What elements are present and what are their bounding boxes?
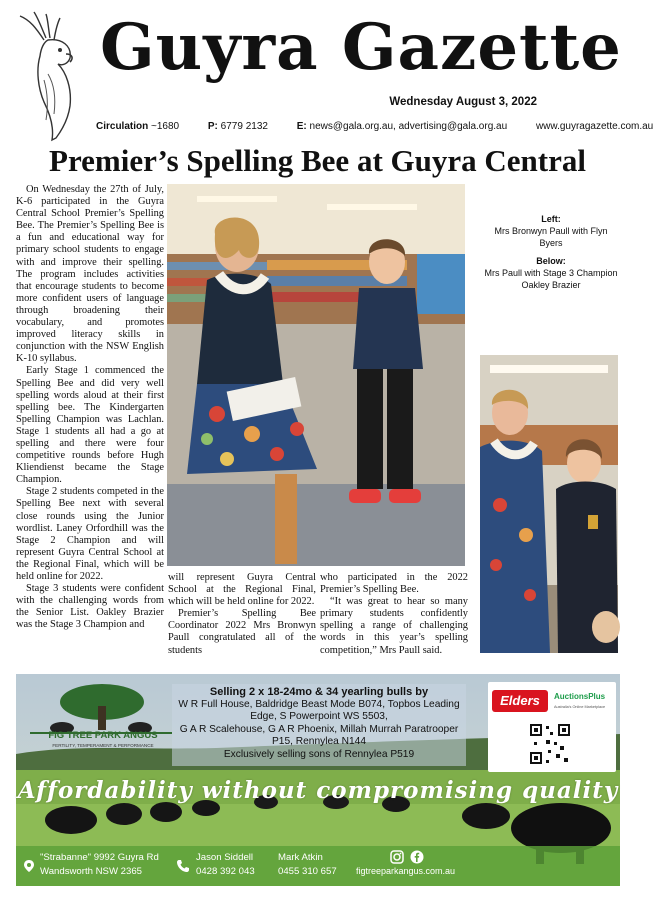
article-paragraph: Premier’s Spelling Bee Coordinator 2022 Mrs Bronwyn Paull congratulated all of the students	[168, 608, 316, 656]
article-paragraph: Early Stage 1 commenced the Spelling Bee and did very well spelling words aloud at their first spelling bee. The Kindergarten Spelling Champion was Lachlan. Stage 1 students all had a go at spelling and there were four competitive rounds before Hugh Kliendienst became the Stage Champion.	[16, 365, 164, 486]
ad-contact-footer	[16, 846, 620, 886]
auctionsplus-tagline: Australia's Online Marketplace	[554, 705, 606, 709]
article-paragraph: who participated in the 2022 Premier’s Spelling Bee.	[320, 572, 468, 596]
article-column-3	[320, 572, 468, 657]
ad-address-line2: Wandsworth NSW 2365	[40, 866, 143, 877]
caption-left-heading: Left:	[541, 214, 561, 224]
ad-website-link[interactable]: figtreeparkangus.com.au	[356, 866, 456, 876]
masthead	[0, 0, 653, 140]
article-paragraph: Stage 3 students were confident with the challenging words from the Senior List. Oakley Brazier was the Stage 3 Champion and	[16, 583, 164, 631]
ad-address	[40, 851, 159, 879]
ad-offer-line: Exclusively selling sons of Rennylea P519	[223, 748, 415, 760]
phone-icon	[176, 859, 190, 873]
ad-offer-line: G A R Scalehouse, G A R Phoenix, Millah Murrah Paratrooper	[179, 723, 459, 735]
circulation-value: ~1680	[151, 121, 180, 132]
issue-date: Wednesday August 3, 2022	[389, 96, 537, 108]
circulation-label: Circulation	[96, 121, 149, 132]
article-paragraph: will represent Guyra Central School at the Regional Final, which will be held online for 2022.	[168, 572, 316, 608]
email-value[interactable]: news@gala.org.au, advertising@gala.org.au	[309, 121, 508, 132]
facebook-icon[interactable]	[410, 850, 424, 864]
article-headline: Premier’s Spelling Bee at Guyra Central	[49, 143, 586, 178]
caption-below-heading: Below:	[536, 256, 566, 266]
ad-offer-box	[172, 684, 466, 766]
caption-below-text: Mrs Paull with Stage 3 Champion Oakley Brazier	[484, 268, 618, 290]
ad-partner-logos	[488, 682, 616, 772]
auctionsplus-logo: AuctionsPlus	[554, 692, 606, 701]
library-photo-illustration	[167, 184, 465, 566]
article-paragraph: Stage 2 students competed in the Spelling Bee next with several close rounds using the Junior wordlist. Laney Orfordhill was the Stage 2 Champion and will represent Guyra Central School at the Regional Final, which will be held online for 2022.	[16, 486, 164, 582]
ad-contact-1-phone[interactable]: 0428 392 043	[196, 866, 255, 877]
ad-contact-2	[278, 851, 337, 879]
phone-value: 6779 2132	[220, 121, 268, 132]
ad-contact-1-name: Jason Siddell	[196, 852, 254, 863]
ad-brand-name: FIG TREE PARK ANGUS	[48, 730, 158, 741]
phone-label: P:	[207, 121, 218, 132]
fig-tree-logo	[22, 682, 180, 760]
masthead-title: Guyra Gazette	[100, 10, 622, 85]
photo-paull-and-brazier	[480, 355, 618, 653]
instagram-icon[interactable]	[390, 850, 404, 864]
ad-address-line1: "Strabanne" 9992 Guyra Rd	[40, 852, 159, 863]
cockatoo-logo-icon	[14, 10, 94, 142]
ad-offer-line: P15, Rennylea N144	[271, 736, 366, 748]
article-paragraph: “It was great to hear so many primary students confidently spelling a range of challenging words in this year’s spelling competition,” Mrs Paull said.	[320, 596, 468, 656]
ad-offer-line: Edge, S Powerpoint WS 5503,	[250, 711, 388, 723]
ad-brand-tagline: FERTILITY, TEMPERAMENT & PERFORMANCE	[52, 743, 154, 748]
article-column-1	[16, 184, 164, 631]
email-label: E:	[296, 121, 307, 132]
ad-contact-2-name: Mark Atkin	[278, 852, 323, 863]
article-column-2	[168, 572, 316, 657]
caption-left-text: Mrs Bronwyn Paull with Flyn Byers	[494, 226, 608, 248]
website-link[interactable]: www.guyragazette.com.au	[535, 121, 653, 132]
contact-info-bar	[96, 121, 653, 132]
elders-logo: Elders	[492, 690, 548, 712]
ad-offer-line: W R Full House, Baldridge Beast Mode B074, Topbos Leading	[178, 698, 460, 710]
qr-code-icon[interactable]	[528, 722, 572, 766]
ad-slogan: Affordability without compromising quality	[17, 777, 619, 804]
fig-tree-park-advertisement	[16, 674, 620, 886]
ad-offer-heading: Selling 2 x 18-24mo & 34 yearling bulls by	[209, 686, 429, 698]
ad-contact-2-phone[interactable]: 0455 310 657	[278, 866, 337, 877]
classroom-photo-illustration	[480, 355, 618, 653]
location-pin-icon	[22, 859, 36, 873]
photo-paull-and-byers	[167, 184, 465, 566]
photo-captions	[484, 213, 618, 291]
article-paragraph: On Wednesday the 27th of July, K-6 participated in the Guyra Central School Premier’s Spelling Bee. The Premier’s Spelling Bee is a fun and educational way for primary school students to engage with and improve their spelling. The program includes activities that encourage students to become more confident users of language through broadening their vocabulary, and promotes improved literacy skills in conjunction with the NSW English K-10 syllabus.	[16, 184, 164, 365]
ad-contact-1	[196, 851, 255, 879]
fig-tree-icon	[22, 682, 180, 736]
